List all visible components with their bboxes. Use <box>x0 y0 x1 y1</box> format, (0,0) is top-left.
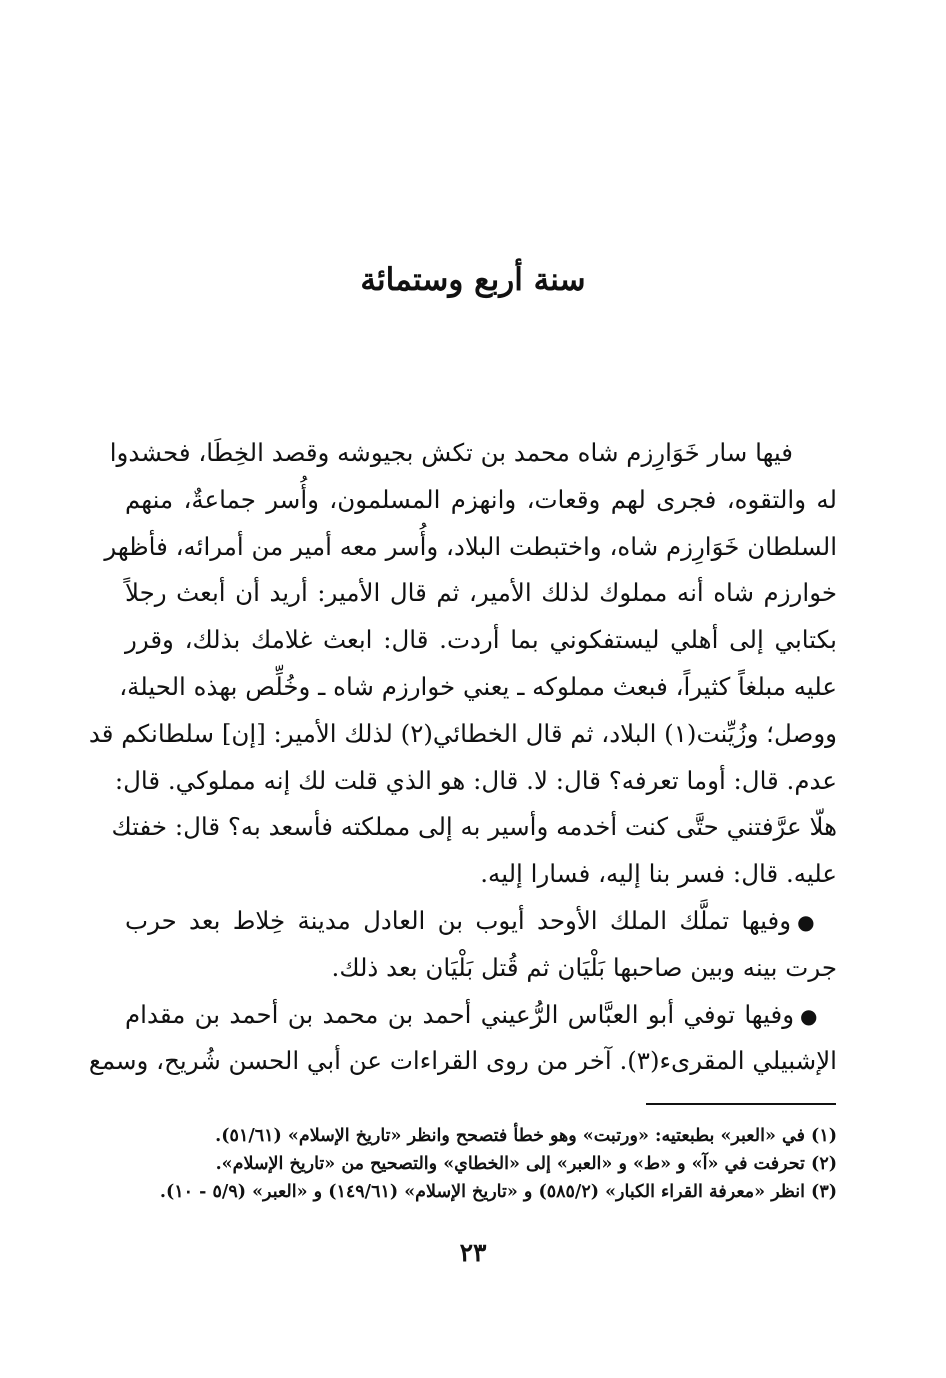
footnote: (٣) انظر «معرفة القراء الكبار» (٥٨٥/٢) و «تاريخ الإسلام» (١٤٩/٦١) و «العبر» (٥/٩ - ١٠). <box>159 1182 837 1202</box>
text-line: الإشبيلي المقرىء(٣). آخر من روى القراءات عن أبي الحسن شُريح، وسمع <box>88 1046 837 1076</box>
text-line: جرت بينه وبين صاحبها بَلْيَان ثم قُتل بَلْيَان بعد ذلك. <box>331 952 837 982</box>
text-line: عدم. قال: أوما تعرفه؟ قال: لا. قال: هو الذي قلت لك إنه مملوكي. قال: <box>114 765 837 795</box>
text-line: فيها سار خَوَارِزم شاه محمد بن تكش بجيوشه وقصد الخِطَا، فحشدوا <box>109 438 793 467</box>
text-line: هلّا عرَّفتني حتَّى كنت أخدمه وأسير به إلى مملكته فأسعد به؟ قال: خفتك <box>111 812 837 842</box>
text-line: وفيها توفي أبو العبَّاس الرُّعيني أحمد بن محمد بن أحمد بن مقدام <box>125 999 795 1029</box>
bullet-icon: ● <box>797 909 820 934</box>
text-line: له والتقوه، فجرى لهم وقعات، وانهزم المسلمون، وأُسر جماعةٌ، منهم <box>125 484 837 514</box>
text-line: وفيها تملَّك الملك الأوحد أيوب بن العادل مدينة خِلاط بعد حرب <box>125 905 792 935</box>
footnotes <box>125 1122 837 1206</box>
chapter-title: سنة أربع وستمائة <box>360 262 586 298</box>
text-line: عليه مبلغاً كثيراً، فبعث مملوكه ـ يعني خوارزم شاه ـ وخُلِّص بهذه الحيلة، <box>119 671 837 701</box>
text-line: ووصل؛ وزُيِّنت(١) البلاد، ثم قال الخطائي(٢) لذلك الأمير: [إن] سلطانكم قد <box>88 718 837 748</box>
bullet-paragraph-line <box>125 898 837 945</box>
text-line: السلطان خَوَارِزم شاه، واختبطت البلاد، وأُسر معه أمير من أمرائه، فأظهر <box>104 531 837 561</box>
footnote: (٢) تحرفت في «آ» و «ط» و «العبر» إلى «الخطاي» والتصحيح من «تاريخ الإسلام». <box>215 1154 837 1174</box>
text-line: خوارزم شاه أنه مملوك لذلك الأمير، ثم قال الأمير: أريد أن أبعث رجلاً <box>125 578 837 608</box>
text-line: بكتابي إلى أهلي ليستفكوني بما أردت. قال: ابعث غلامك بذلك، وقرر <box>125 625 837 655</box>
bullet-icon: ● <box>800 1003 819 1028</box>
footnote-divider <box>646 1103 836 1105</box>
footnote: (١) في «العبر» بطبعتيه: «ورتبت» وهو خطأ فتصحح وانظر «تاريخ الإسلام» (٥١/٦١). <box>215 1126 837 1146</box>
bullet-paragraph-line <box>125 992 837 1039</box>
text-line: عليه. قال: فسر بنا إليه، فسارا إليه. <box>480 859 837 889</box>
main-text <box>88 430 837 1085</box>
page-number: ٢٣ <box>459 1238 487 1267</box>
